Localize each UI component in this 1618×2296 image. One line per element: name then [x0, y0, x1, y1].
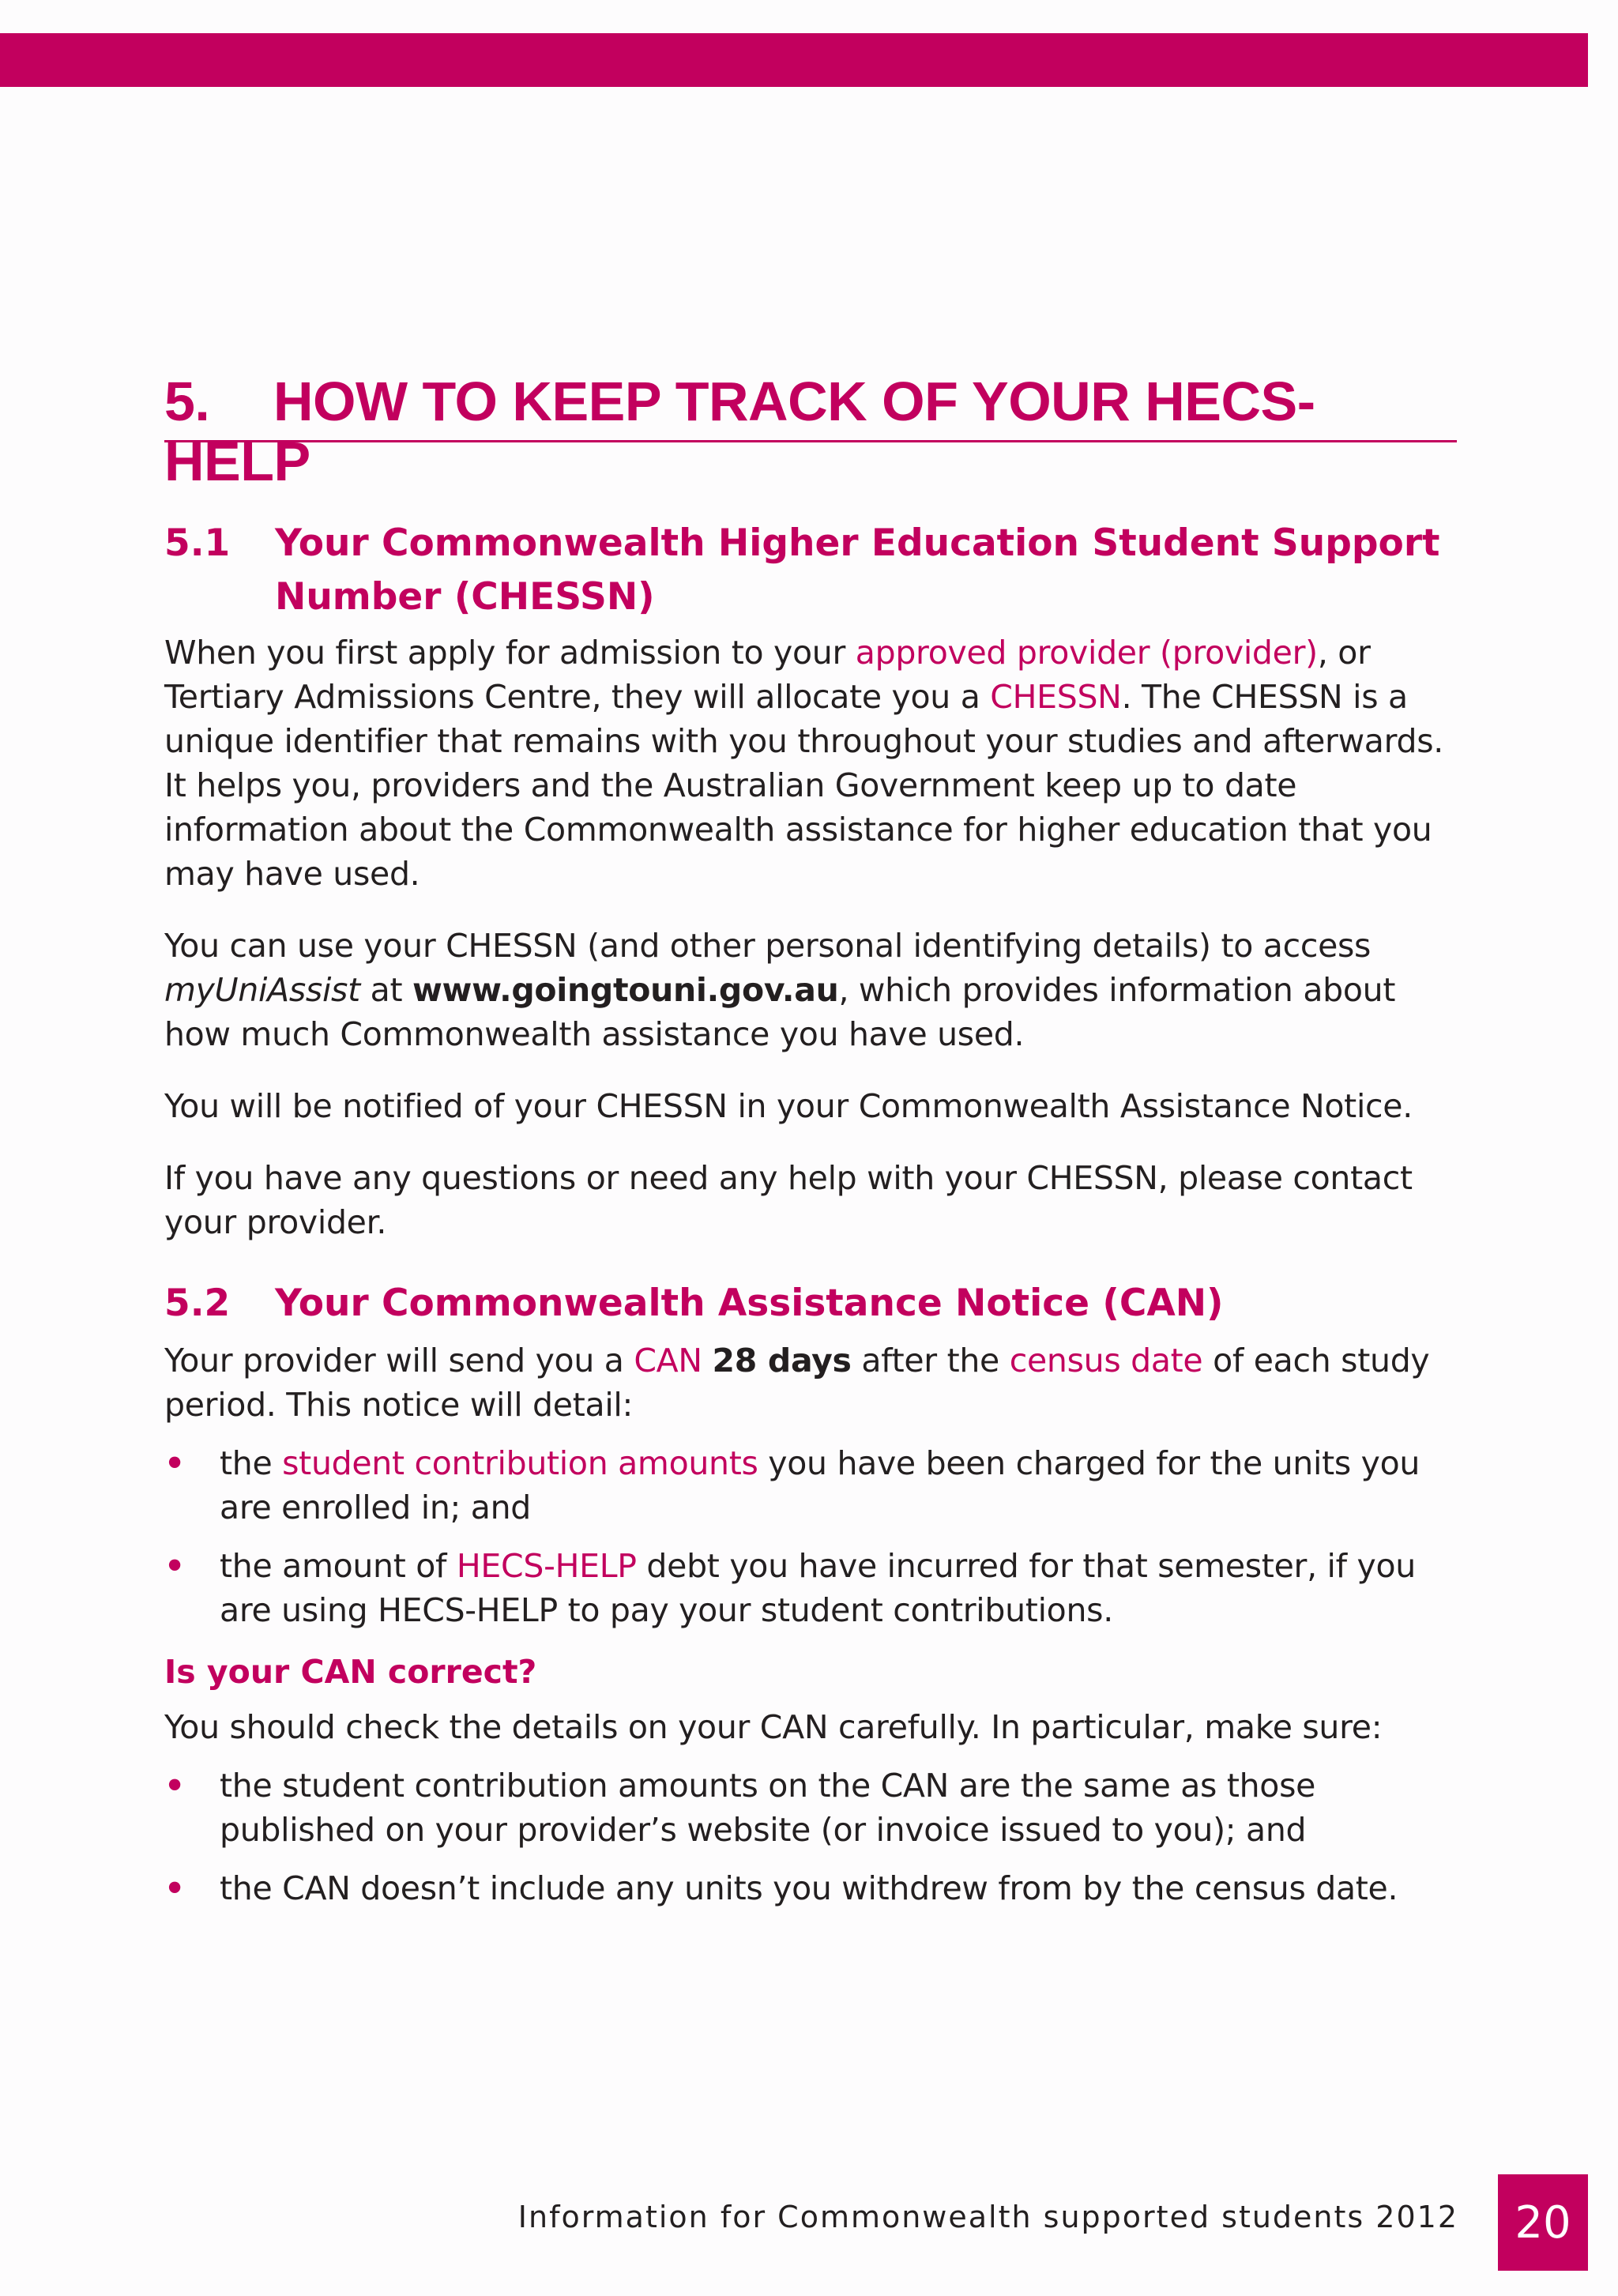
text-span: the amount of: [220, 1547, 457, 1585]
text-span: the student contribution amounts on the CAN are the same as those published on your provider’s website (or invoice issued to you); and: [220, 1767, 1316, 1849]
list-item: [164, 1866, 1460, 1910]
section-title-line2: Number (CHESSN): [275, 575, 655, 619]
paragraph-chessn-intro: [164, 630, 1460, 896]
link-chessn[interactable]: CHESSN: [990, 678, 1122, 716]
paragraph-notified: You will be notified of your CHESSN in your Commonwealth Assistance Notice.: [164, 1087, 1413, 1125]
chapter-heading: [164, 371, 1457, 492]
days-emphasis: 28 days: [712, 1342, 852, 1379]
text-span: debt you have incurred for that semester, if you are using HECS-HELP to pay your student contributions.: [220, 1547, 1416, 1629]
can-details-list: [164, 1441, 1460, 1632]
link-student-contribution-amounts[interactable]: student contribution amounts: [282, 1444, 758, 1482]
text-span: you have been charged for the units you are enrolled in; and: [220, 1444, 1420, 1526]
section-number: 5.2: [164, 1282, 231, 1325]
text-span: of each study period. This notice will detail:: [164, 1342, 1430, 1424]
text-span: the: [220, 1444, 283, 1482]
bullet-icon: •: [164, 1444, 185, 1482]
bullet-icon: •: [164, 1869, 185, 1907]
top-color-band: [0, 33, 1588, 87]
paragraph-can-intro: [164, 1338, 1460, 1427]
chapter-title: HOW TO KEEP TRACK OF YOUR HECS-HELP: [164, 371, 1315, 492]
text-span: You can use your CHESSN (and other personal identifying details) to access: [164, 927, 1372, 965]
link-hecs-help[interactable]: HECS-HELP: [456, 1547, 637, 1585]
section-heading-can: [164, 1277, 1460, 1331]
list-item: [164, 1544, 1460, 1632]
chapter-number: 5.: [164, 371, 210, 432]
section-title-line1: Your Commonwealth Higher Education Student Support: [275, 521, 1440, 565]
link-approved-provider[interactable]: approved provider (provider): [855, 634, 1318, 672]
paragraph-check-details: You should check the details on your CAN carefully. In particular, make sure:: [164, 1708, 1383, 1746]
list-item: [164, 1441, 1460, 1530]
footer-publication-title: Information for Commonwealth supported students 2012: [517, 2200, 1458, 2234]
section-title: Your Commonwealth Assistance Notice (CAN): [275, 1282, 1224, 1325]
section-chessn: [164, 517, 1460, 1272]
text-span: after the: [851, 1342, 1010, 1379]
paragraph-questions: If you have any questions or need any help with your CHESSN, please contact your provider.: [164, 1159, 1413, 1241]
bullet-icon: •: [164, 1547, 185, 1585]
text-span: , or Tertiary Admissions Centre, they will allocate you a: [164, 634, 1371, 716]
bullet-icon: •: [164, 1767, 185, 1805]
text-span: the CAN doesn’t include any units you withdrew from by the census date.: [220, 1869, 1398, 1907]
link-can[interactable]: CAN: [634, 1342, 702, 1379]
link-census-date[interactable]: census date: [1009, 1342, 1203, 1379]
text-span: , which provides information about how much Commonwealth assistance you have used.: [164, 971, 1396, 1053]
section-can: [164, 1277, 1460, 1925]
myuniassist-name: myUniAssist: [164, 971, 360, 1009]
page-number: 20: [1498, 2174, 1588, 2271]
subheading-can-correct: Is your CAN correct?: [164, 1653, 537, 1691]
section-number: 5.1: [164, 521, 231, 565]
text-span: Your provider will send you a: [164, 1342, 634, 1379]
text-span: [702, 1342, 713, 1379]
text-span: at: [359, 971, 412, 1009]
check-list: [164, 1763, 1460, 1910]
goingtouni-url[interactable]: www.goingtouni.gov.au: [412, 971, 839, 1009]
text-span: When you first apply for admission to your: [164, 634, 856, 672]
text-span: . The CHESSN is a unique identifier that remains with you throughout your studies and afterwards. It helps you, providers and the Australian Government keep up to date information about the Commonwealth assistance for higher education that you may have used.: [164, 678, 1443, 893]
list-item: [164, 1763, 1460, 1852]
paragraph-myuniassist: [164, 924, 1460, 1056]
section-heading-chessn: [164, 517, 1460, 624]
